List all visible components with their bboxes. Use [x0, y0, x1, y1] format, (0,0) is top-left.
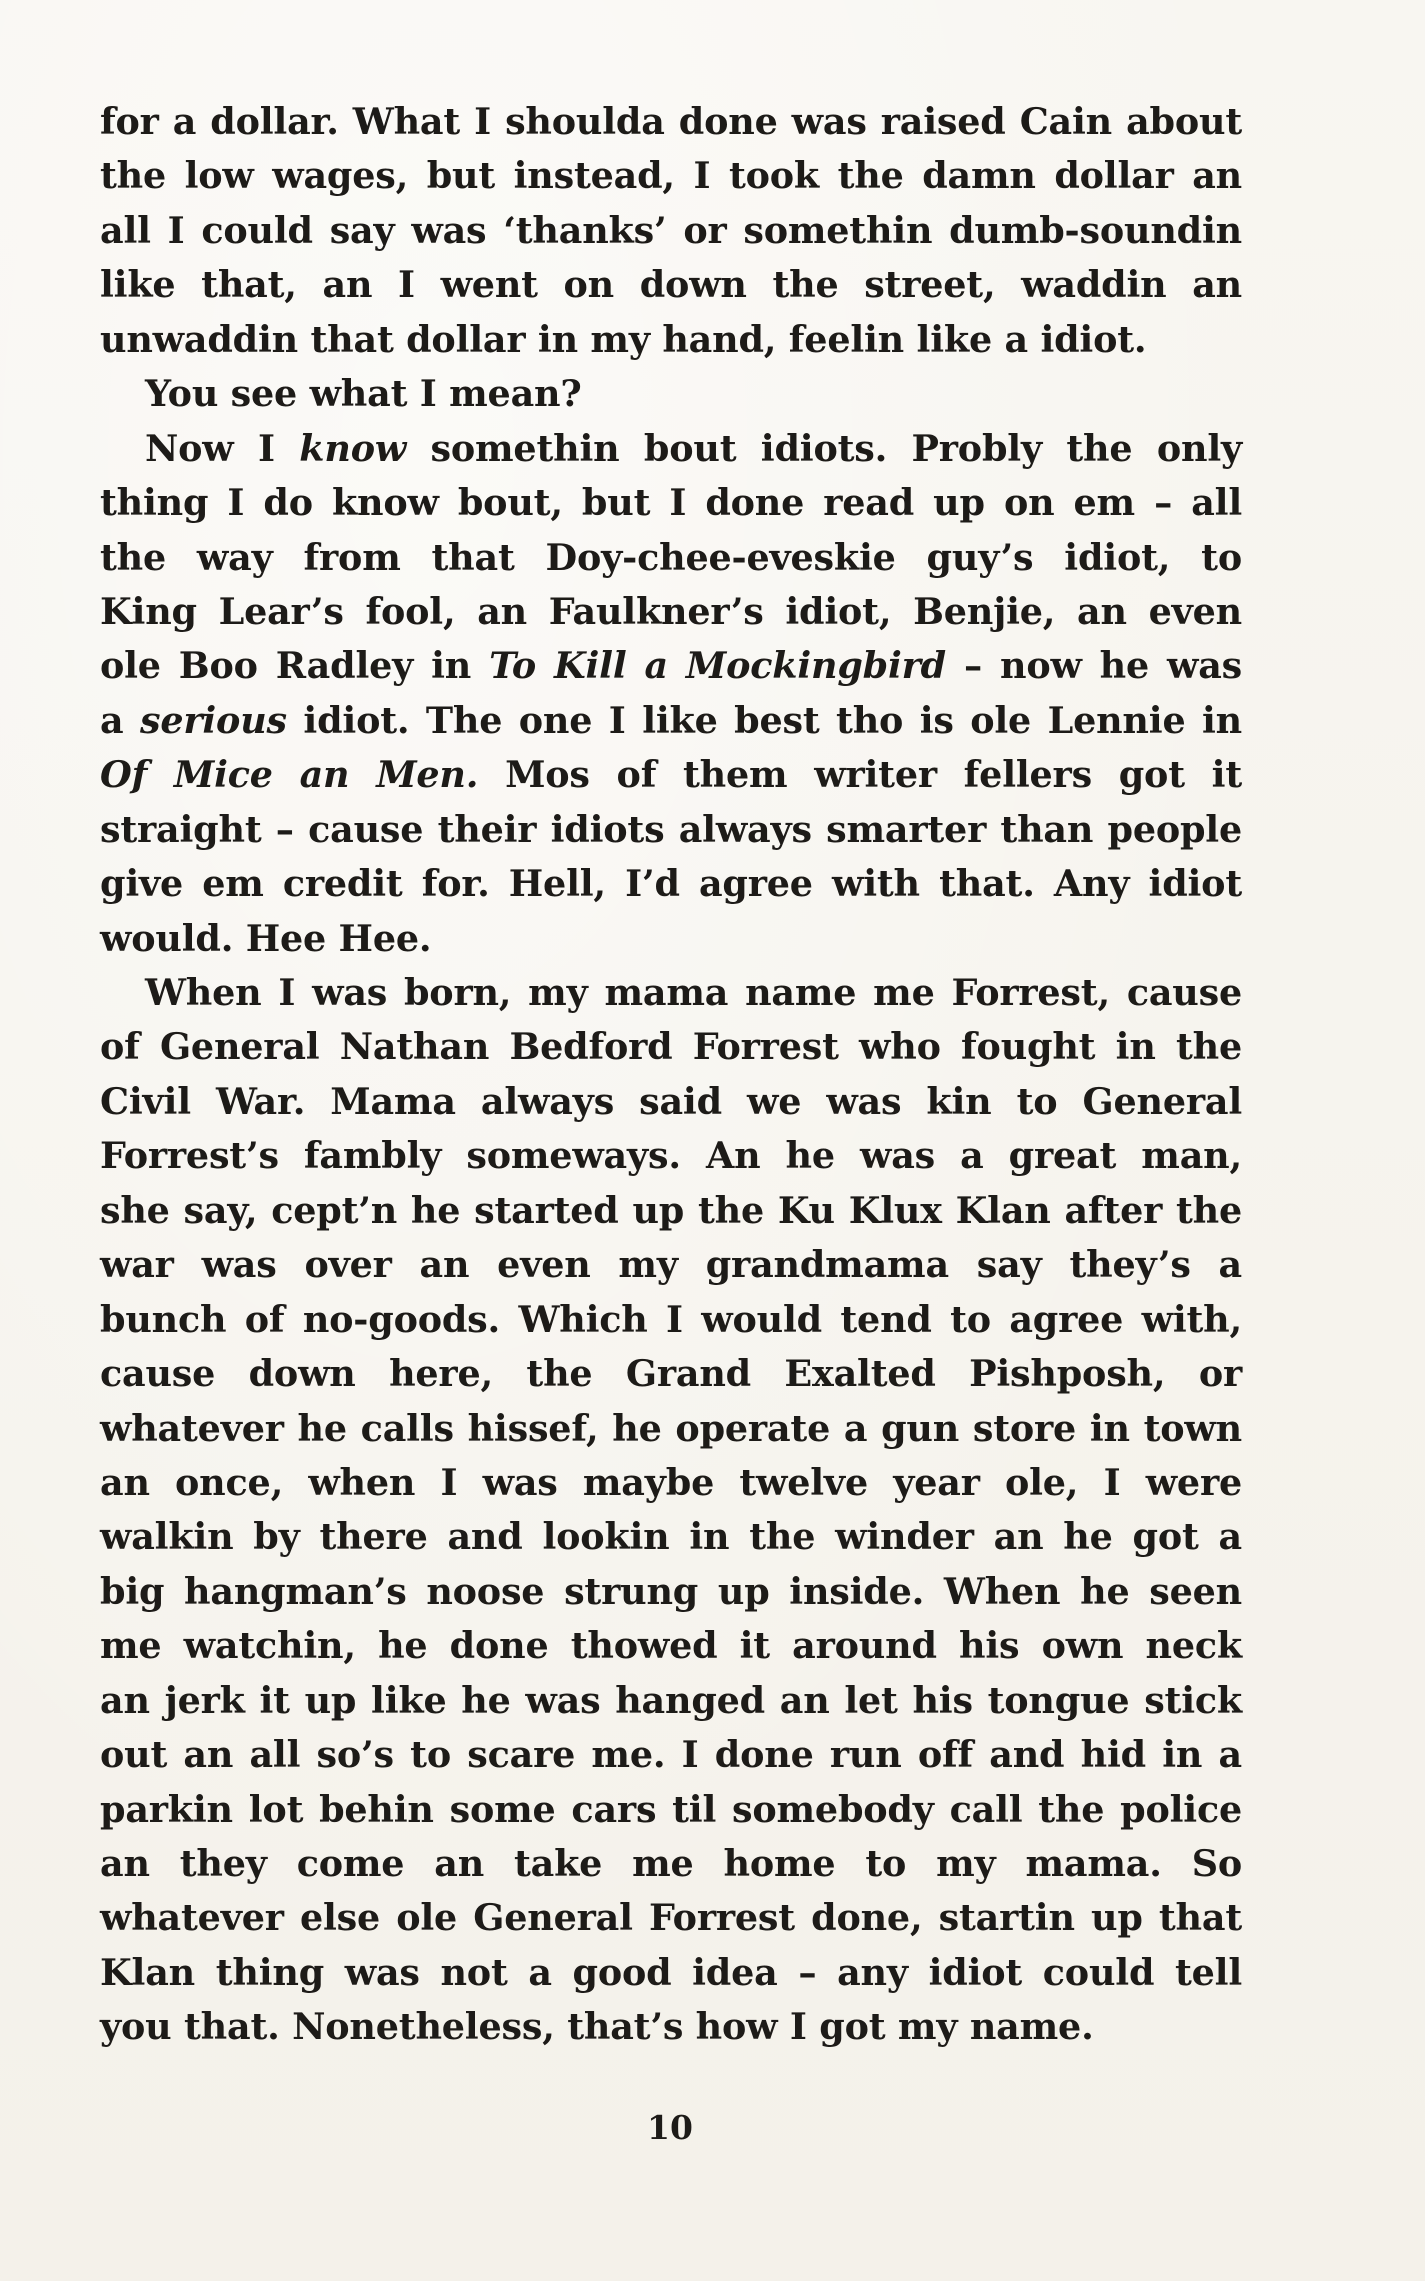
text-segment: You see what I mean? — [145, 372, 582, 416]
text-line — [100, 1184, 1242, 1238]
text-line — [100, 857, 1242, 911]
text-line — [100, 1837, 1242, 1891]
text-line — [100, 1510, 1242, 1564]
text-segment: for a dollar. What I shoulda done was raised Cain about — [100, 100, 1242, 143]
text-line — [100, 694, 1242, 748]
text-segment: would. Hee Hee. — [100, 916, 432, 960]
text-line — [100, 1456, 1242, 1510]
text-line — [100, 585, 1242, 639]
text-segment: somethin bout idiots. Probly the only — [406, 426, 1242, 470]
text-line — [100, 1238, 1242, 1292]
text-segment: you that. Nonetheless, that’s how I got my name. — [100, 2005, 1094, 2049]
text-segment: she say, cept’n he started up the Ku Klux Klan after the — [100, 1188, 1242, 1232]
text-segment: of General Nathan Bedford Forrest who fought in the — [100, 1025, 1242, 1069]
text-line — [100, 912, 1242, 966]
text-line — [100, 1783, 1242, 1837]
text-segment: out an all so’s to scare me. I done run off and hid in a — [100, 1733, 1242, 1777]
text-segment: unwaddin that dollar in my hand, feelin like a idiot. — [100, 317, 1147, 361]
text-line — [100, 422, 1242, 476]
text-segment: an once, when I was maybe twelve year ole, I were — [100, 1460, 1242, 1504]
text-segment: the low wages, but instead, I took the damn dollar an — [100, 154, 1242, 198]
text-line — [100, 1347, 1242, 1401]
text-segment: war was over an even my grandmama say they’s a — [100, 1243, 1242, 1287]
body-text — [100, 95, 1242, 2055]
text-line — [100, 149, 1242, 203]
text-segment: King Lear’s fool, an Faulkner’s idiot, Benjie, an even — [100, 589, 1242, 633]
text-segment: like that, an I went on down the street, waddin an — [100, 263, 1242, 307]
text-segment: Forrest’s fambly someways. An he was a great man, — [100, 1134, 1242, 1178]
text-segment: parkin lot behin some cars til somebody call the police — [100, 1787, 1242, 1831]
text-segment: me watchin, he done thowed it around his own neck — [100, 1624, 1242, 1668]
text-segment: Civil War. Mama always said we was kin to General — [100, 1079, 1242, 1123]
page-number: 10 — [647, 2108, 693, 2147]
text-segment: bunch of no-goods. Which I would tend to agree with, — [100, 1297, 1242, 1341]
text-line — [100, 1075, 1242, 1129]
text-line — [100, 1619, 1242, 1673]
text-line — [100, 748, 1242, 802]
text-line — [100, 367, 1242, 421]
text-segment: straight – cause their idiots always smarter than people — [100, 807, 1242, 851]
text-line — [100, 966, 1242, 1020]
text-line — [100, 1891, 1242, 1945]
text-line — [100, 1674, 1242, 1728]
text-segment: walkin by there and lookin in the winder an he got a — [100, 1515, 1242, 1559]
text-line — [100, 1402, 1242, 1456]
text-line — [100, 1129, 1242, 1183]
text-line — [100, 1020, 1242, 1074]
text-line — [100, 1728, 1242, 1782]
text-segment: the way from that Doy-chee-eveskie guy’s idiot, to — [100, 535, 1242, 579]
italic-text: know — [299, 426, 407, 470]
text-segment: all I could say was ‘thanks’ or somethin dumb-soundin — [100, 208, 1242, 252]
text-segment: an jerk it up like he was hanged an let his tongue stick — [100, 1678, 1242, 1722]
text-segment: whatever he calls hissef, he operate a gun store in town — [100, 1406, 1242, 1450]
text-segment: an they come an take me home to my mama. So — [100, 1842, 1242, 1885]
text-line — [100, 476, 1242, 530]
text-line — [100, 2000, 1242, 2054]
text-line — [100, 1293, 1242, 1347]
text-line — [100, 803, 1242, 857]
text-segment: idiot. The one I like best tho is ole Lennie in — [286, 698, 1242, 742]
text-line — [100, 1946, 1242, 2000]
text-line — [100, 313, 1242, 367]
text-segment: big hangman’s noose strung up inside. When he seen — [100, 1569, 1242, 1613]
text-line — [100, 258, 1242, 312]
italic-text: To Kill a Mockingbird — [489, 644, 946, 688]
text-line — [100, 95, 1242, 149]
text-segment: Mos of them writer fellers got it — [478, 753, 1242, 797]
text-segment: cause down here, the Grand Exalted Pishposh, or — [100, 1352, 1242, 1396]
text-segment: thing I do know bout, but I done read up on em – all — [100, 481, 1242, 525]
text-line — [100, 531, 1242, 585]
text-line — [100, 1565, 1242, 1619]
italic-text: serious — [139, 698, 287, 742]
text-segment: When I was born, my mama name me Forrest, cause — [145, 971, 1242, 1014]
text-segment: Now I — [145, 426, 300, 470]
text-segment: a — [100, 698, 140, 742]
text-segment: give em credit for. Hell, I’d agree with that. Any idiot — [100, 862, 1242, 906]
text-segment: ole Boo Radley in — [100, 644, 490, 688]
text-segment: Klan thing was not a good idea – any idiot could tell — [100, 1950, 1242, 1994]
text-segment: whatever else ole General Forrest done, startin up that — [100, 1896, 1242, 1940]
italic-text: Of Mice an Men. — [100, 753, 479, 797]
text-line — [100, 204, 1242, 258]
text-segment: – now he was — [946, 644, 1242, 688]
text-line — [100, 639, 1242, 693]
